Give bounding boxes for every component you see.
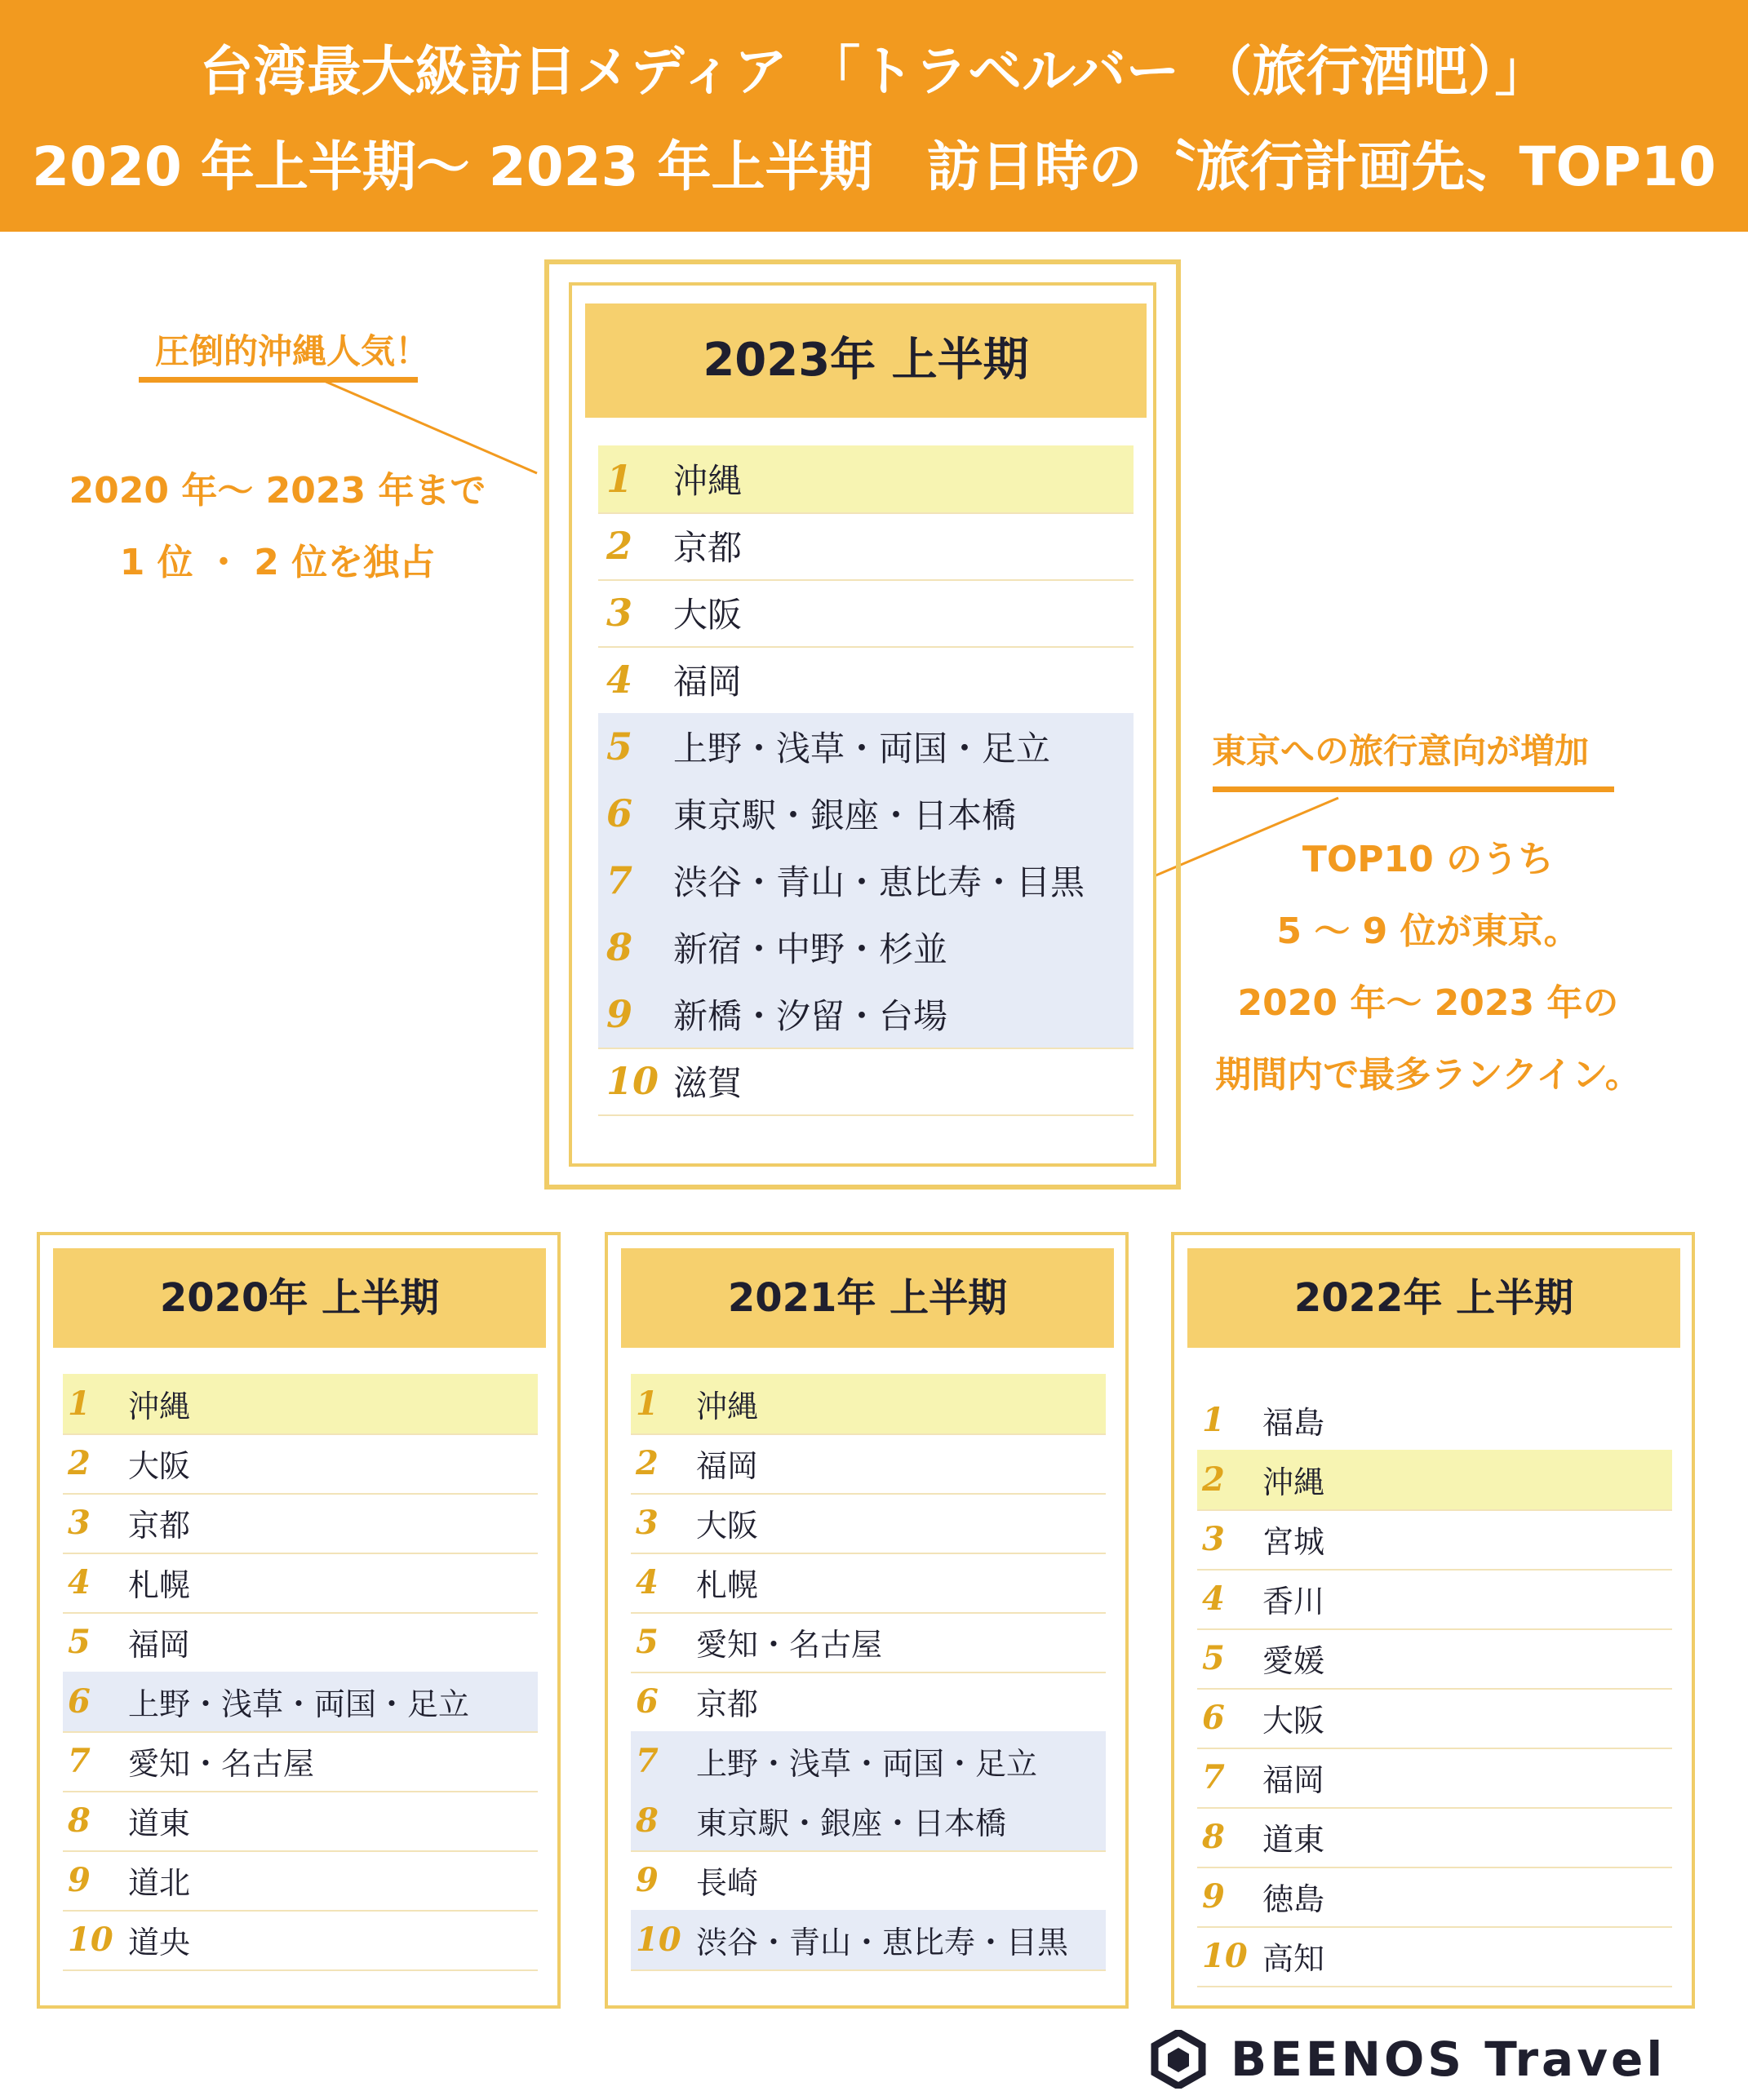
destination-name: 香川 [1262,1584,1325,1619]
rank-number: 10 [1202,1937,1248,1975]
rank-number: 8 [606,925,633,969]
rank-number: 6 [606,791,633,835]
ranking-2021-title: 2021年 上半期 [621,1248,1114,1348]
destination-name: 上野・浅草・両国・足立 [696,1746,1038,1782]
destination-name: 新宿・中野・杉並 [673,929,948,969]
rank-number: 5 [68,1623,91,1661]
rank-number: 9 [1202,1877,1225,1916]
ranking-row [631,1374,1106,1435]
ranking-row [63,1493,538,1554]
destination-name: 渋谷・青山・恵比寿・目黒 [673,862,1085,902]
ranking-row [598,512,1134,581]
destination-name: 上野・浅草・両国・足立 [128,1686,470,1722]
ranking-row [598,579,1134,648]
ranking-row [631,1791,1106,1852]
rank-number: 7 [606,858,633,902]
ranking-row [63,1433,538,1495]
rank-number: 8 [68,1801,91,1840]
rank-number: 10 [68,1921,113,1959]
destination-name: 福岡 [696,1448,759,1484]
destination-name: 道東 [128,1805,191,1841]
ranking-row [598,646,1134,715]
destination-name: 大阪 [128,1448,191,1484]
destination-name: 愛知・名古屋 [128,1746,315,1782]
rank-number: 6 [68,1682,91,1721]
rank-number: 7 [636,1742,659,1780]
ranking-row [598,914,1134,982]
destination-name: 愛知・名古屋 [696,1627,883,1663]
destination-name: 高知 [1262,1941,1325,1977]
rank-number: 7 [1202,1758,1225,1797]
destination-name: 宮城 [1262,1524,1325,1560]
ranking-2022-title: 2022年 上半期 [1187,1248,1680,1348]
ranking-row [63,1791,538,1852]
ranking-row [63,1850,538,1912]
rank-number: 1 [1202,1401,1225,1439]
destination-name: 京都 [696,1686,759,1722]
ranking-row [1197,1450,1672,1511]
rank-number: 8 [636,1801,659,1840]
rank-number: 1 [636,1384,659,1423]
rank-number: 7 [68,1742,91,1780]
rank-number: 3 [68,1504,91,1542]
rank-number: 4 [636,1563,659,1602]
destination-name: 福島 [1262,1405,1325,1441]
rank-number: 10 [606,1059,659,1103]
tokyo-connector-line [1154,798,1338,876]
rank-number: 6 [636,1682,659,1721]
destination-name: 京都 [128,1508,191,1544]
ranking-row [63,1553,538,1614]
tokyo-callout-text-line2: 5 〜 9 位が東京。 [1276,910,1580,952]
destination-name: 沖縄 [696,1389,759,1424]
destination-name: 大阪 [696,1508,759,1544]
destination-name: 沖縄 [128,1389,191,1424]
ranking-row [1197,1867,1672,1928]
destination-name: 福岡 [128,1627,191,1663]
ranking-row [631,1612,1106,1673]
hexagon-logo-icon [1149,2030,1208,2089]
ranking-2020-panel [37,1232,561,2009]
ranking-row [631,1553,1106,1614]
ranking-row [63,1612,538,1673]
destination-name: 札幌 [128,1567,191,1603]
ranking-2021-panel [605,1232,1129,2009]
rank-number: 6 [1202,1699,1225,1737]
rank-number: 9 [68,1861,91,1899]
ranking-row [631,1731,1106,1792]
destination-name: 大阪 [673,595,743,635]
ranking-row [63,1374,538,1435]
header-title-line1: 台湾最大級訪日メディア 「トラベルバー （旅行酒吧）」 [199,40,1549,103]
ranking-row [631,1910,1106,1971]
rank-number: 2 [68,1444,91,1482]
destination-name: 道東 [1262,1822,1325,1858]
ranking-row [598,847,1134,915]
ranking-row [63,1672,538,1733]
ranking-2020-title: 2020年 上半期 [53,1248,546,1348]
destination-name: 福岡 [673,662,743,702]
tokyo-callout-text-line3: 2020 年〜 2023 年の [1237,982,1619,1024]
rank-number: 5 [1202,1639,1225,1677]
rank-number: 5 [636,1623,659,1661]
rank-number: 10 [636,1921,681,1959]
rank-number: 1 [606,457,633,501]
rank-number: 5 [606,724,633,769]
rank-number: 3 [636,1504,659,1542]
rank-number: 9 [636,1861,659,1899]
rank-number: 8 [1202,1818,1225,1856]
tokyo-callout-title: 東京への旅行意向が増加 [1212,731,1590,771]
ranking-row [598,981,1134,1049]
rank-number: 1 [68,1384,91,1423]
rank-number: 3 [1202,1520,1225,1558]
ranking-row [631,1493,1106,1554]
ranking-row [1197,1748,1672,1809]
ranking-2022-panel [1171,1232,1695,2009]
destination-name: 沖縄 [673,461,743,501]
ranking-row [1197,1628,1672,1690]
destination-name: 滋賀 [673,1063,743,1103]
destination-name: 札幌 [696,1567,759,1603]
destination-name: 愛媛 [1262,1643,1325,1679]
ranking-row [63,1731,538,1792]
ranking-row [1197,1807,1672,1868]
tokyo-callout-text-line4: 期間内で最多ランクイン。 [1215,1054,1641,1096]
tokyo-callout-text-line1: TOP10 のうち [1302,839,1555,880]
ranking-row [63,1910,538,1971]
okinawa-callout-title: 圧倒的沖縄人気！ [155,331,430,371]
destination-name: 東京駅・銀座・日本橋 [673,795,1017,835]
rank-number: 4 [606,658,633,702]
rank-number: 4 [1202,1579,1225,1618]
ranking-row [1197,1509,1672,1571]
ranking-row [631,1433,1106,1495]
ranking-row [598,713,1134,782]
destination-name: 東京駅・銀座・日本橋 [696,1805,1007,1841]
rank-number: 3 [606,591,633,635]
okinawa-connector-line [322,380,537,473]
rank-number: 2 [606,524,633,568]
header-title-line2: 2020 年上半期〜 2023 年上半期 訪日時の〝旅行計画先〟TOP10 [32,135,1716,198]
rank-number: 2 [1202,1460,1225,1499]
ranking-2023-title: 2023年 上半期 [585,303,1147,418]
destination-name: 渋谷・青山・恵比寿・目黒 [696,1925,1069,1960]
ranking-row [598,1048,1134,1116]
okinawa-callout-text-line1: 2020 年〜 2023 年まで [69,470,486,512]
rank-number: 9 [606,992,633,1036]
ranking-row [1197,1688,1672,1749]
ranking-row [631,1672,1106,1733]
destination-name: 京都 [673,528,743,568]
destination-name: 長崎 [696,1865,759,1901]
destination-name: 沖縄 [1262,1464,1325,1500]
destination-name: 新橋・汐留・台場 [673,996,948,1036]
destination-name: 上野・浅草・両国・足立 [673,729,1051,769]
ranking-row [1197,1569,1672,1630]
rank-number: 2 [636,1444,659,1482]
ranking-row [598,780,1134,848]
destination-name: 福岡 [1262,1762,1325,1798]
beenos-travel-logo [1149,2030,1704,2087]
ranking-row [1197,1926,1672,1987]
destination-name: 徳島 [1262,1881,1325,1917]
destination-name: 道央 [128,1925,191,1960]
logo-text: BEENOS Travel [1231,2031,1666,2087]
ranking-row [631,1850,1106,1912]
destination-name: 大阪 [1262,1703,1325,1739]
ranking-row [1197,1390,1672,1451]
ranking-2023-panel [544,259,1181,1190]
destination-name: 道北 [128,1865,191,1901]
okinawa-callout-text-line2: 1 位 ・ 2 位を独占 [119,542,436,583]
rank-number: 4 [68,1563,91,1602]
ranking-row [598,445,1134,514]
